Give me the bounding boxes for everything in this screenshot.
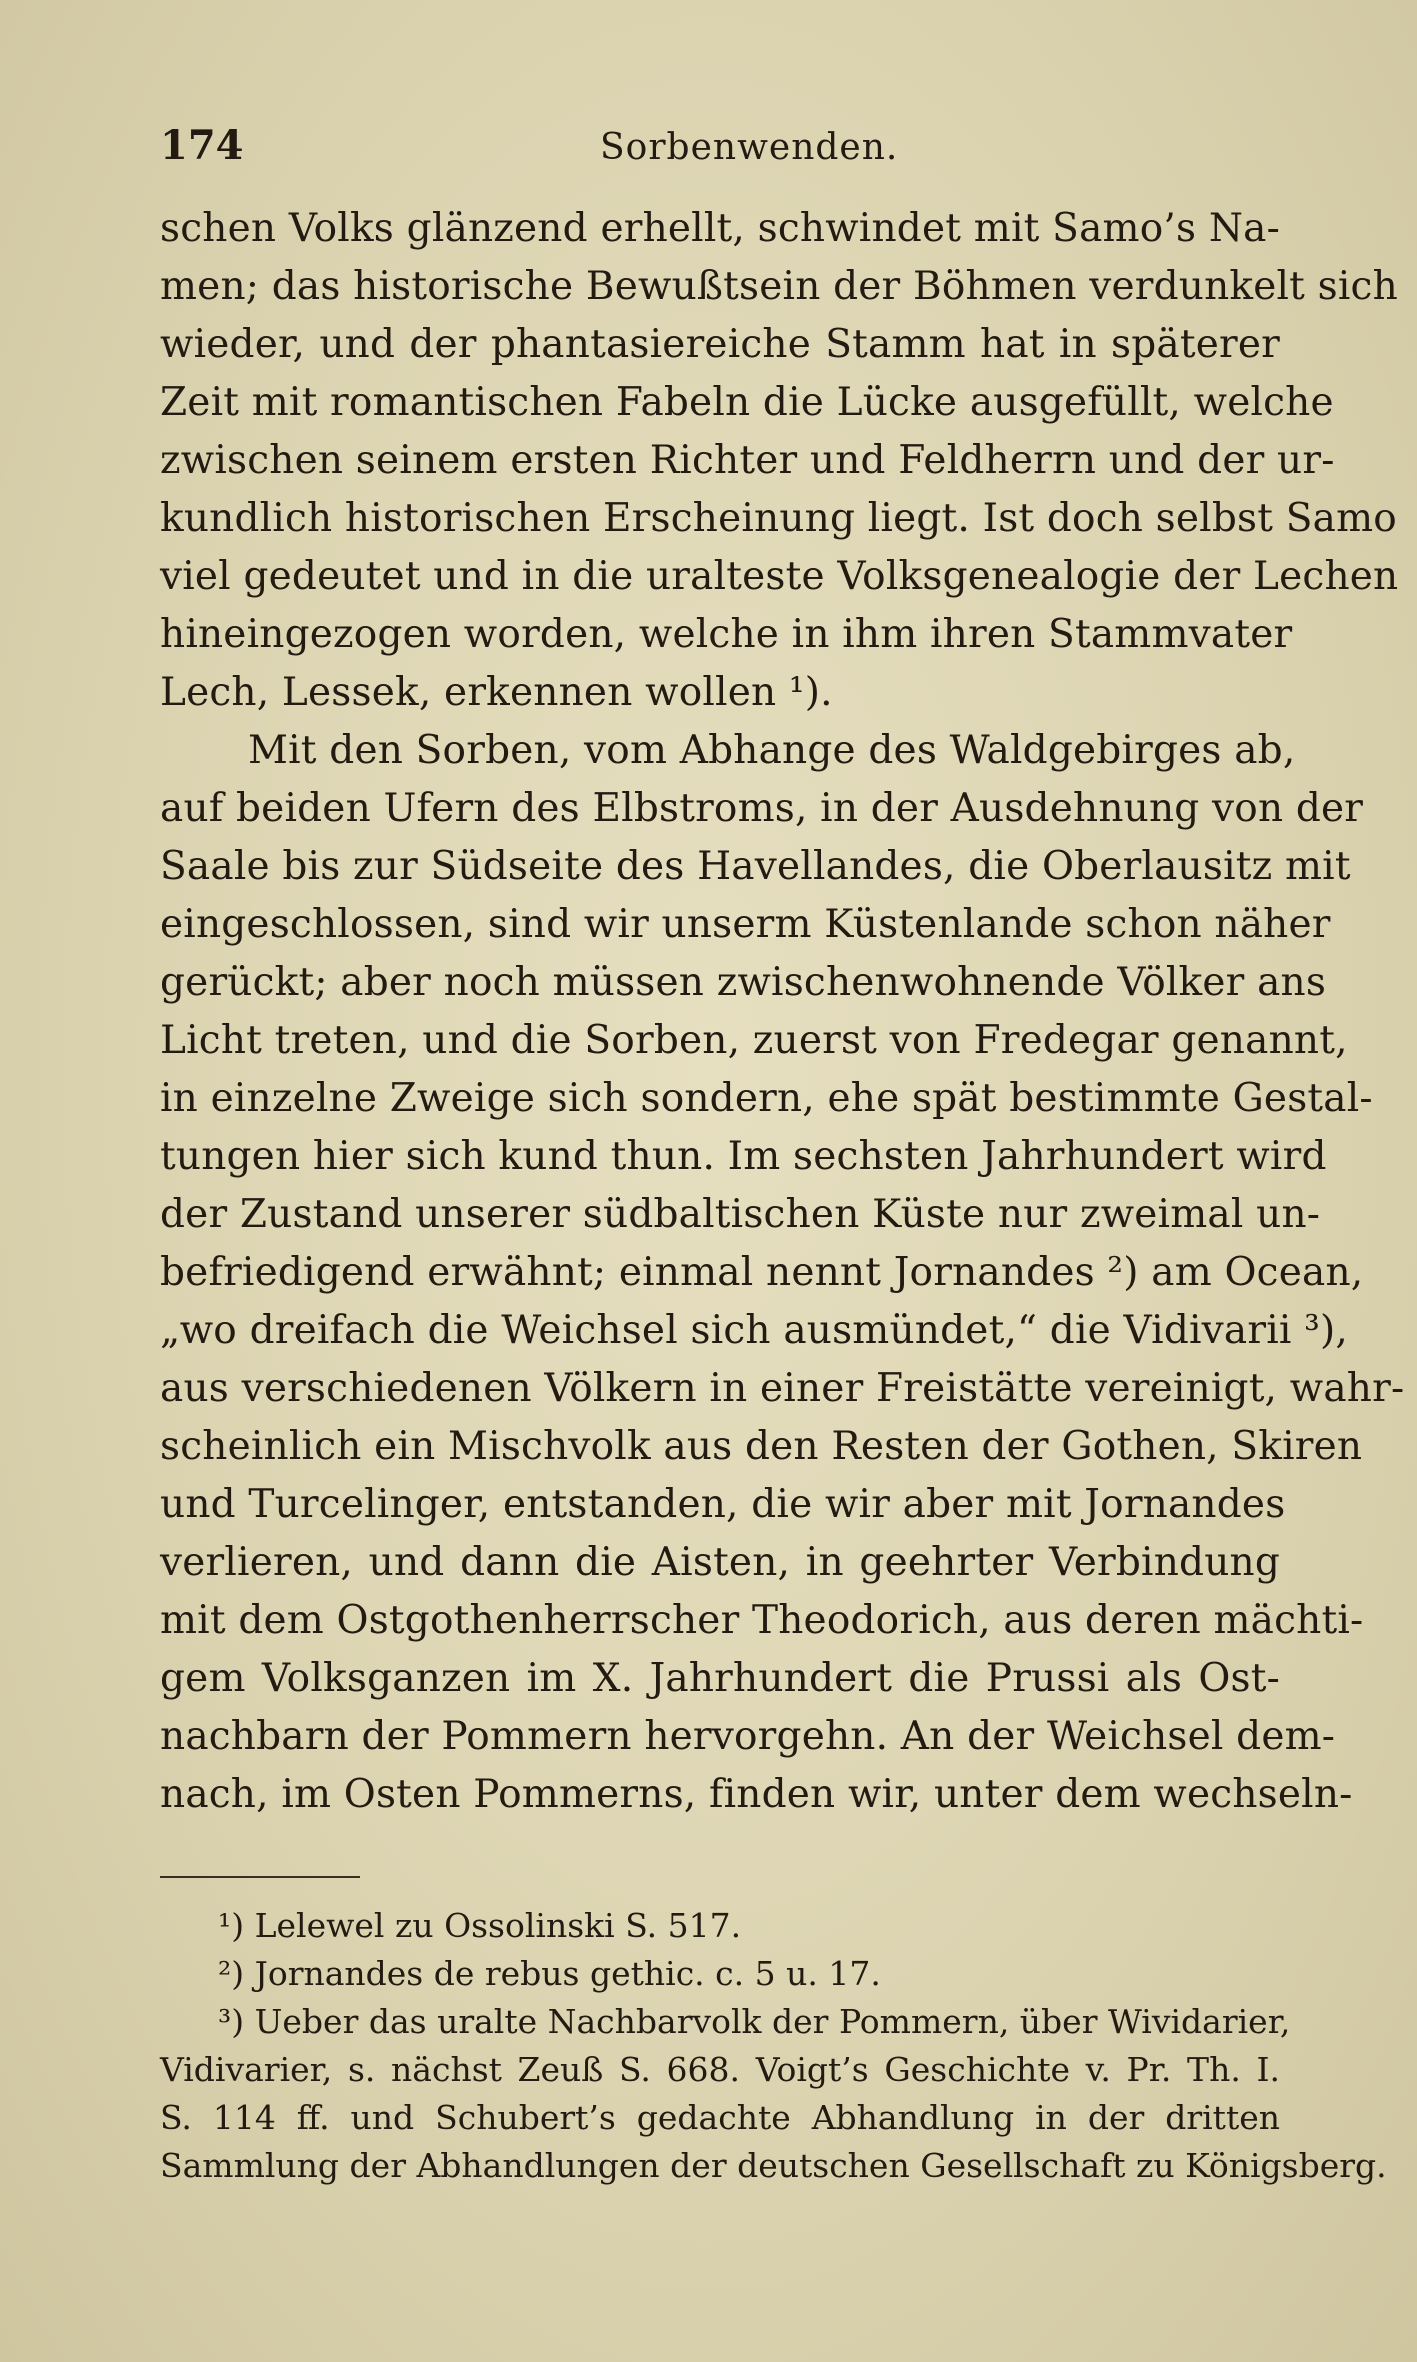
text-line: befriedigend erwähnt; einmal nennt Jornandes ²) am Ocean, <box>160 1250 1364 1295</box>
text-line: nachbarn der Pommern hervorgehn. An der Weichsel dem- <box>160 1714 1336 1759</box>
text-line: Mit den Sorben, vom Abhange des Waldgebirges ab, <box>248 728 1296 773</box>
body-text <box>160 200 1405 1824</box>
running-head: Sorbenwenden. <box>600 127 899 168</box>
text-line: in einzelne Zweige sich sondern, ehe spät bestimmte Gestal- <box>160 1076 1373 1121</box>
text-line: aus verschiedenen Völkern in einer Freistätte vereinigt, wahr- <box>160 1366 1405 1411</box>
text-line: kundlich historischen Erscheinung liegt. Ist doch selbst Samo <box>160 496 1397 541</box>
footnote: ³) Ueber das uralte Nachbarvolk der Pommern, über Wividarier, <box>218 2002 1291 2041</box>
text-line: viel gedeutet und in die uralteste Volksgenealogie der Lechen <box>160 554 1399 599</box>
text-line: der Zustand unserer südbaltischen Küste nur zweimal un- <box>160 1192 1321 1237</box>
text-line: men; das historische Bewußtsein der Böhmen verdunkelt sich <box>160 264 1398 309</box>
page-header <box>160 122 1280 186</box>
page-number: 174 <box>160 122 244 169</box>
footnote: ¹) Lelewel zu Ossolinski S. 517. <box>218 1906 742 1945</box>
text-line: Lech, Lessek, erkennen wollen ¹). <box>160 670 833 715</box>
text-line: gem Volksganzen im X. Jahrhundert die Prussi als Ost- <box>160 1656 1280 1701</box>
text-line: gerückt; aber noch müssen zwischenwohnende Völker ans <box>160 960 1327 1005</box>
text-line: wieder, und der phantasiereiche Stamm hat in späterer <box>160 322 1280 367</box>
text-line: Saale bis zur Südseite des Havellandes, die Oberlausitz mit <box>160 844 1351 889</box>
text-line: tungen hier sich kund thun. Im sechsten Jahrhundert wird <box>160 1134 1327 1179</box>
text-line: Zeit mit romantischen Fabeln die Lücke ausgefüllt, welche <box>160 380 1334 425</box>
text-line: Licht treten, und die Sorben, zuerst von Fredegar genannt, <box>160 1018 1348 1063</box>
text-line: verlieren, und dann die Aisten, in geehrter Verbindung <box>160 1540 1280 1585</box>
text-line: und Turcelinger, entstanden, die wir aber mit Jornandes <box>160 1482 1286 1527</box>
text-line: scheinlich ein Mischvolk aus den Resten der Gothen, Skiren <box>160 1424 1363 1469</box>
text-line: eingeschlossen, sind wir unserm Küstenlande schon näher <box>160 902 1331 947</box>
text-line: „wo dreifach die Weichsel sich ausmündet,“ die Vidivarii ³), <box>160 1308 1348 1353</box>
text-line: mit dem Ostgothenherrscher Theodorich, aus deren mächti- <box>160 1598 1364 1643</box>
text-line: schen Volks glänzend erhellt, schwindet mit Samo’s Na- <box>160 206 1280 251</box>
book-page <box>160 122 1405 2190</box>
footnote-continuation: Vidivarier, s. nächst Zeuß S. 668. Voigt’s Geschichte v. Pr. Th. I. <box>160 2050 1280 2089</box>
footnote-continuation: S. 114 ff. und Schubert’s gedachte Abhandlung in der dritten <box>160 2098 1280 2137</box>
footnote-continuation: Sammlung der Abhandlungen der deutschen Gesellschaft zu Königsberg. <box>160 2146 1387 2185</box>
footnote: ²) Jornandes de rebus gethic. c. 5 u. 17. <box>218 1954 881 1993</box>
footnote-divider <box>160 1876 360 1878</box>
text-line: auf beiden Ufern des Elbstroms, in der Ausdehnung von der <box>160 786 1364 831</box>
text-line: hineingezogen worden, welche in ihm ihren Stammvater <box>160 612 1293 657</box>
text-line: zwischen seinem ersten Richter und Feldherrn und der ur- <box>160 438 1335 483</box>
footnotes <box>160 1902 1387 2190</box>
text-line: nach, im Osten Pommerns, finden wir, unter dem wechseln- <box>160 1772 1353 1817</box>
